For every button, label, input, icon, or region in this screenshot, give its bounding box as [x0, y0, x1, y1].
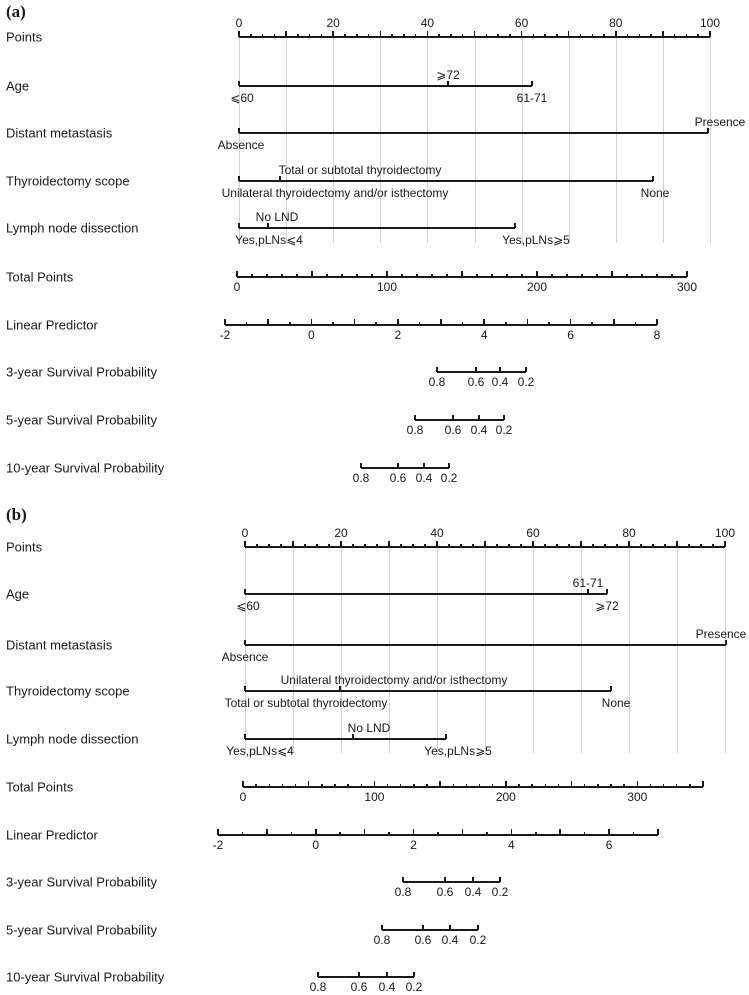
axis-tick — [688, 544, 690, 548]
category-label: Yes,pLNs⩽4 — [235, 233, 303, 247]
category-label: Presence — [695, 627, 747, 641]
axis-tick-label: 4 — [480, 328, 488, 342]
axis-tick — [316, 544, 318, 548]
axis-tick — [505, 781, 507, 787]
row-label: 5-year Survival Probability — [6, 922, 158, 938]
axis-tick — [242, 832, 244, 836]
axis-tick — [484, 541, 486, 547]
axis-tick — [244, 640, 246, 645]
axis-tick-label: 300 — [676, 280, 698, 294]
axis-tick — [558, 784, 560, 788]
category-label: Absence — [217, 138, 265, 152]
row-label: Points — [6, 539, 43, 555]
axis-tick-label: 200 — [495, 790, 516, 804]
axis-tick — [340, 541, 342, 547]
gridline — [677, 547, 678, 753]
axis-tick — [308, 781, 310, 787]
axis-tick — [689, 784, 691, 788]
axis-tick — [610, 784, 612, 788]
axis-tick — [328, 544, 330, 548]
category-label: Yes,pLNs⩾5 — [502, 233, 570, 247]
axis-tick — [361, 784, 363, 788]
axis-tick-label: 20 — [326, 16, 340, 30]
axis-tick — [597, 784, 599, 788]
axis-tick — [606, 589, 608, 594]
axis-tick-label: 80 — [622, 526, 636, 540]
row-label: 3-year Survival Probability — [6, 364, 158, 380]
axis-tick — [664, 544, 666, 548]
axis-tick-label: 200 — [526, 280, 548, 294]
axis-tick-label: 100 — [699, 16, 721, 30]
row-label: Age — [6, 78, 30, 94]
axis-tick — [702, 781, 704, 787]
axis-tick-label: 0.2 — [491, 885, 509, 899]
gridline — [293, 547, 294, 753]
axis-tick — [479, 784, 481, 788]
axis-tick-label: 0.8 — [428, 375, 446, 389]
axis-tick — [388, 541, 390, 547]
axis-tick — [511, 829, 513, 835]
axis-tick — [364, 829, 366, 835]
axis-tick — [640, 544, 642, 548]
axis-tick-label: 0.2 — [495, 423, 513, 437]
category-label: 61-71 — [516, 91, 548, 105]
row-label: Linear Predictor — [6, 827, 98, 843]
category-label: No LND — [255, 210, 299, 224]
axis-tick-label: 0 — [308, 328, 315, 342]
axis-tick — [426, 784, 428, 788]
axis-line — [403, 881, 500, 883]
category-label: Yes,pLNs⩾5 — [424, 744, 492, 758]
axis-tick-label: 0 — [233, 280, 241, 294]
axis-tick — [676, 541, 678, 547]
axis-tick-label: 0.4 — [470, 423, 488, 437]
axis-tick — [637, 781, 639, 787]
category-label: None — [640, 186, 670, 200]
gridline — [629, 547, 630, 753]
axis-tick — [437, 832, 439, 836]
axis-tick — [352, 544, 354, 548]
category-label: 61-71 — [572, 576, 604, 590]
category-label: Yes,pLNs⩽4 — [226, 744, 294, 758]
row-label: Distant metastasis — [6, 637, 113, 653]
axis-tick — [321, 784, 323, 788]
axis-line — [318, 976, 414, 978]
axis-tick — [244, 589, 246, 594]
axis-tick — [244, 686, 246, 691]
axis-tick — [256, 544, 258, 548]
category-label: Presence — [694, 115, 746, 129]
axis-tick — [608, 829, 610, 835]
category-label: ⩾72 — [436, 68, 460, 82]
axis-tick — [477, 925, 479, 930]
axis-tick — [317, 972, 319, 977]
axis-tick — [358, 972, 360, 977]
axis-tick — [466, 784, 468, 788]
row-label: Points — [6, 29, 43, 45]
axis-tick-label: 100 — [364, 790, 385, 804]
axis-tick-label: 0.6 — [414, 933, 432, 947]
category-label: No LND — [347, 721, 391, 735]
axis-line — [382, 929, 478, 931]
axis-tick — [544, 544, 546, 548]
axis-tick-label: 0.2 — [440, 471, 458, 485]
axis-tick-label: 0.8 — [373, 933, 391, 947]
axis-tick — [413, 972, 415, 977]
axis-tick — [424, 544, 426, 548]
category-label: Absence — [221, 650, 269, 664]
axis-tick — [610, 686, 612, 691]
axis-tick — [292, 541, 294, 547]
axis-line — [245, 690, 611, 692]
axis-tick — [444, 877, 446, 882]
axis-tick — [462, 829, 464, 835]
axis-tick-label: 60 — [526, 526, 540, 540]
category-label: Total or subtotal thyroidectomy — [278, 163, 442, 177]
axis-tick — [499, 877, 501, 882]
axis-tick — [364, 544, 366, 548]
axis-tick-label: 0.8 — [406, 423, 424, 437]
axis-tick — [422, 925, 424, 930]
axis-tick — [334, 784, 336, 788]
axis-tick — [255, 784, 257, 788]
axis-tick — [244, 734, 246, 739]
axis-tick-label: 0.2 — [517, 375, 535, 389]
axis-tick-label: 60 — [514, 16, 529, 30]
axis-tick — [374, 781, 376, 787]
axis-tick-label: 0.2 — [469, 933, 487, 947]
axis-tick — [518, 784, 520, 788]
axis-tick — [712, 544, 714, 548]
axis-tick — [388, 832, 390, 836]
panel-label: (a) — [6, 2, 26, 21]
axis-tick — [242, 781, 244, 787]
row-label: Linear Predictor — [6, 317, 98, 333]
axis-tick-label: 0.6 — [467, 375, 485, 389]
axis-tick-label: 4 — [507, 838, 515, 852]
axis-tick-label: 8 — [653, 328, 661, 342]
axis-tick-label: 40 — [420, 16, 435, 30]
axis-tick-label: 0.4 — [464, 885, 482, 899]
axis-tick-label: 0.6 — [389, 471, 407, 485]
category-label: ⩽60 — [230, 91, 254, 105]
axis-tick — [412, 544, 414, 548]
row-label: 5-year Survival Probability — [6, 412, 158, 428]
category-label: ⩽60 — [236, 599, 260, 613]
axis-tick — [652, 544, 654, 548]
axis-tick-label: 100 — [714, 526, 736, 540]
axis-tick-label: 0.8 — [394, 885, 412, 899]
gridline — [485, 547, 486, 753]
row-label: Total Points — [6, 779, 74, 795]
axis-tick-label: -2 — [212, 838, 224, 852]
axis-tick-label: 6 — [605, 838, 613, 852]
category-label: ⩾72 — [595, 599, 619, 613]
axis-tick — [623, 784, 625, 788]
axis-tick — [545, 784, 547, 788]
axis-tick — [445, 734, 447, 739]
axis-tick — [387, 784, 389, 788]
axis-tick — [535, 832, 537, 836]
axis-tick — [663, 784, 665, 788]
axis-tick — [616, 544, 618, 548]
axis-tick-label: 0 — [239, 790, 247, 804]
axis-tick — [568, 544, 570, 548]
row-label: Lymph node dissection — [6, 731, 139, 747]
axis-tick-label: 2 — [410, 838, 417, 852]
axis-tick-label: 0.2 — [405, 980, 423, 994]
axis-tick — [436, 541, 438, 547]
axis-tick — [449, 925, 451, 930]
axis-tick — [508, 544, 510, 548]
axis-line — [245, 644, 726, 646]
axis-tick — [291, 832, 293, 836]
axis-line — [245, 738, 446, 740]
axis-tick-label: 0 — [312, 838, 320, 852]
axis-tick-label: 20 — [334, 526, 348, 540]
gridline — [725, 547, 726, 753]
axis-tick — [492, 784, 494, 788]
axis-tick — [580, 541, 582, 547]
row-label: Distant metastasis — [6, 125, 113, 141]
axis-tick — [486, 832, 488, 836]
row-label: Total Points — [6, 269, 74, 285]
axis-tick — [269, 784, 271, 788]
axis-tick — [532, 541, 534, 547]
gridline — [437, 547, 438, 753]
axis-tick — [413, 829, 415, 835]
axis-tick — [559, 829, 561, 835]
axis-tick — [280, 544, 282, 548]
axis-line — [245, 593, 607, 595]
category-label: Total or subtotal thyroidectomy — [224, 696, 388, 710]
axis-tick — [604, 544, 606, 548]
axis-tick — [244, 541, 246, 547]
axis-tick — [676, 784, 678, 788]
axis-tick — [453, 784, 455, 788]
axis-tick-label: 0.8 — [352, 471, 370, 485]
axis-tick — [700, 544, 702, 548]
axis-tick — [268, 544, 270, 548]
axis-tick-label: 6 — [567, 328, 574, 342]
axis-tick — [650, 784, 652, 788]
row-label: Age — [6, 586, 30, 602]
axis-tick-label: 0 — [241, 526, 249, 540]
axis-tick-label: 0.4 — [415, 471, 433, 485]
row-label: 3-year Survival Probability — [6, 874, 158, 890]
axis-tick — [381, 925, 383, 930]
axis-tick — [472, 544, 474, 548]
axis-tick — [584, 784, 586, 788]
axis-tick — [304, 544, 306, 548]
axis-tick-label: 0.4 — [491, 375, 509, 389]
axis-tick — [472, 877, 474, 882]
axis-tick — [400, 784, 402, 788]
axis-tick-label: 0.4 — [441, 933, 459, 947]
axis-tick-label: 0.6 — [350, 980, 368, 994]
row-label: 10-year Survival Probability — [6, 969, 165, 985]
axis-tick — [657, 829, 659, 835]
axis-tick-label: 0.6 — [444, 423, 462, 437]
axis-tick-label: 0 — [235, 16, 243, 30]
row-label: Lymph node dissection — [6, 220, 139, 236]
axis-tick — [402, 877, 404, 882]
gridline — [533, 547, 534, 753]
axis-tick — [217, 829, 219, 835]
row-label: Thyroidectomy scope — [6, 683, 130, 699]
axis-tick — [376, 544, 378, 548]
axis-tick-label: 80 — [609, 16, 623, 30]
axis-tick — [339, 832, 341, 836]
axis-tick-label: 100 — [376, 280, 398, 294]
gridline — [341, 547, 342, 753]
axis-tick — [531, 784, 533, 788]
axis-tick — [347, 784, 349, 788]
axis-tick — [633, 832, 635, 836]
axis-tick — [400, 544, 402, 548]
axis-tick — [386, 972, 388, 977]
axis-tick — [520, 544, 522, 548]
axis-tick — [556, 544, 558, 548]
axis-tick-label: 40 — [430, 526, 444, 540]
axis-tick — [448, 544, 450, 548]
axis-tick — [724, 541, 726, 547]
panel-label: (b) — [6, 505, 27, 524]
axis-tick — [496, 544, 498, 548]
axis-tick-label: 2 — [394, 328, 402, 342]
axis-tick — [592, 544, 594, 548]
axis-tick — [266, 829, 268, 835]
row-label: 10-year Survival Probability — [6, 460, 165, 476]
axis-tick-label: 0.6 — [436, 885, 454, 899]
axis-tick — [460, 544, 462, 548]
axis-tick — [628, 541, 630, 547]
axis-tick — [315, 829, 317, 835]
category-label: Unilateral thyroidectomy and/or isthectomy — [280, 673, 508, 687]
axis-tick-label: 0.4 — [378, 980, 396, 994]
axis-tick-label: 0.8 — [309, 980, 327, 994]
axis-tick-label: 300 — [627, 790, 648, 804]
axis-tick — [413, 784, 415, 788]
axis-tick — [282, 784, 284, 788]
axis-tick — [439, 781, 441, 787]
category-label: Unilateral thyroidectomy and/or isthectomy — [221, 186, 449, 200]
category-label: None — [601, 696, 631, 710]
axis-tick — [571, 781, 573, 787]
axis-tick-label: -2 — [219, 328, 231, 342]
axis-line — [243, 786, 703, 788]
row-label: Thyroidectomy scope — [6, 173, 130, 189]
axis-tick — [295, 784, 297, 788]
axis-tick — [584, 832, 586, 836]
